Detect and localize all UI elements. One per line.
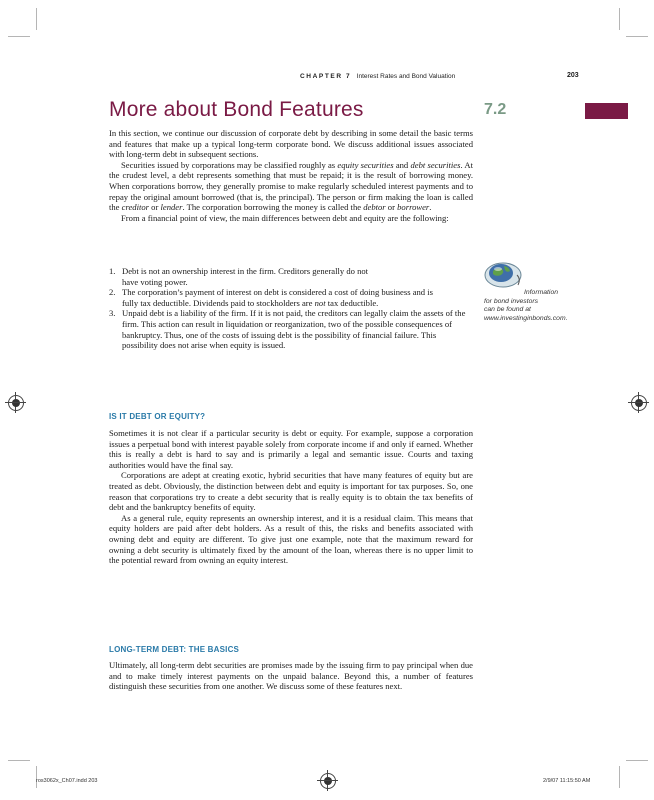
crop-mark-bottom-left-h [8,760,30,761]
sidenote-line: for bond investors [484,297,539,305]
registration-mark-right [631,395,647,411]
list-item: 3. Unpaid debt is a liability of the firm. If it is not paid, the creditors can legally claim the assets of the firm. This action can result in liquidation or reorganization, two of the possible consequences of bankruptcy. Thus, one of the costs of issuing debt is the possibility of financial failure. This possibility does not arise when equity is issued. [109,308,466,351]
list-item: 1. Debt is not an ownership interest in the firm. Creditors generally do not have voting power. [109,266,369,287]
debt-or-equity-text [109,428,473,566]
basics-text [109,660,473,692]
list-item: 2. The corporation’s payment of interest on debt is considered a cost of doing business and is fully tax deductible. Dividends paid to stockholders are not tax deductible. [109,287,433,308]
debt-or-equity-paragraph-3: As a general rule, equity represents an ownership interest, and it is a residual claim. This means that equity holders are paid after debt holders. As a result of this, the risks and benefits associated with owning debt and equity are different. To give just one example, note that the maximum reward for owning a debt security is ultimately fixed by the amount of the loan, whereas there is no upper limit to the potential reward from owning an equity interest. [109,512,473,566]
running-header [300,73,455,80]
section-accent-bar [585,103,628,119]
heading-debt-or-equity: IS IT DEBT OR EQUITY? [109,412,206,421]
footer-file-slug: ros3062x_Ch07.indd 203 [36,778,98,784]
section-title: More about Bond Features [109,98,364,121]
intro-paragraph-2: Securities issued by corporations may be classified roughly as equity securities and debt securities. At the crudest level, a debt represents something that must be repaid; it is the result of borrowing money. When corporations borrow, they generally promise to make regularly scheduled interest payments and to repay the original amount borrowed (that is, the principal). The person or firm making the loan is called the creditor or lender. The corporation borrowing the money is called the debtor or borrower. [109,159,473,213]
debt-or-equity-paragraph-2: Corporations are adept at creating exotic, hybrid securities that have many features of equity but are treated as debt. Obviously, the distinction between debt and equity is important for tax purposes. So, one reason that corporations try to create a debt security that is really equity is to obtain the tax benefits of debt and the bankruptcy benefits of equity. [109,470,473,513]
sidenote [484,289,594,323]
crop-mark-top-right-v [619,8,620,30]
page-number: 203 [567,72,579,79]
section-number: 7.2 [484,101,507,118]
intro-paragraph-1: In this section, we continue our discussion of corporate debt by describing in some detail the basic terms and features that make up a typical long-term corporate bond. We discuss additional issues associated with long-term debt in subsequent sections. [109,128,473,160]
registration-mark-left [8,395,24,411]
crop-mark-bottom-left-v [36,766,37,788]
crop-mark-top-right-h [626,36,648,37]
footer-timestamp: 2/9/07 11:15:50 AM [543,778,591,784]
crop-mark-bottom-right-v [619,766,620,788]
debt-or-equity-paragraph-1: Sometimes it is not clear if a particular security is debt or equity. For example, suppose a corporation issues a perpetual bond with interest payable solely from corporate income if and only if earned. Whether this is really a debt is hard to say and is primarily a legal and semantic issue. Courts and taxing authorities would have the final say. [109,428,473,470]
crop-mark-top-left-h [8,36,30,37]
differences-list [109,266,473,351]
chapter-title: Interest Rates and Bond Valuation [356,73,456,80]
sidenote-link[interactable]: www.investinginbonds.com. [484,314,568,322]
crop-mark-top-left-v [36,8,37,30]
intro-paragraph-3: From a financial point of view, the main differences between debt and equity are the following: [121,212,449,223]
sidenote-line: Information [524,289,559,296]
registration-mark-bottom [320,773,336,789]
intro-text [109,128,473,223]
heading-long-term-debt-basics: LONG-TERM DEBT: THE BASICS [109,645,240,654]
chapter-label: CHAPTER 7 [300,73,352,80]
sidenote-line: can be found at [484,306,531,314]
globe-mouse-icon [483,259,523,289]
basics-paragraph-1: Ultimately, all long-term debt securities are promises made by the issuing firm to pay principal when due and to make timely interest payments on the unpaid balance. Beyond this, a number of features distinguish these securities from one another. We discuss some of these features next. [109,660,473,692]
crop-mark-bottom-right-h [626,760,648,761]
